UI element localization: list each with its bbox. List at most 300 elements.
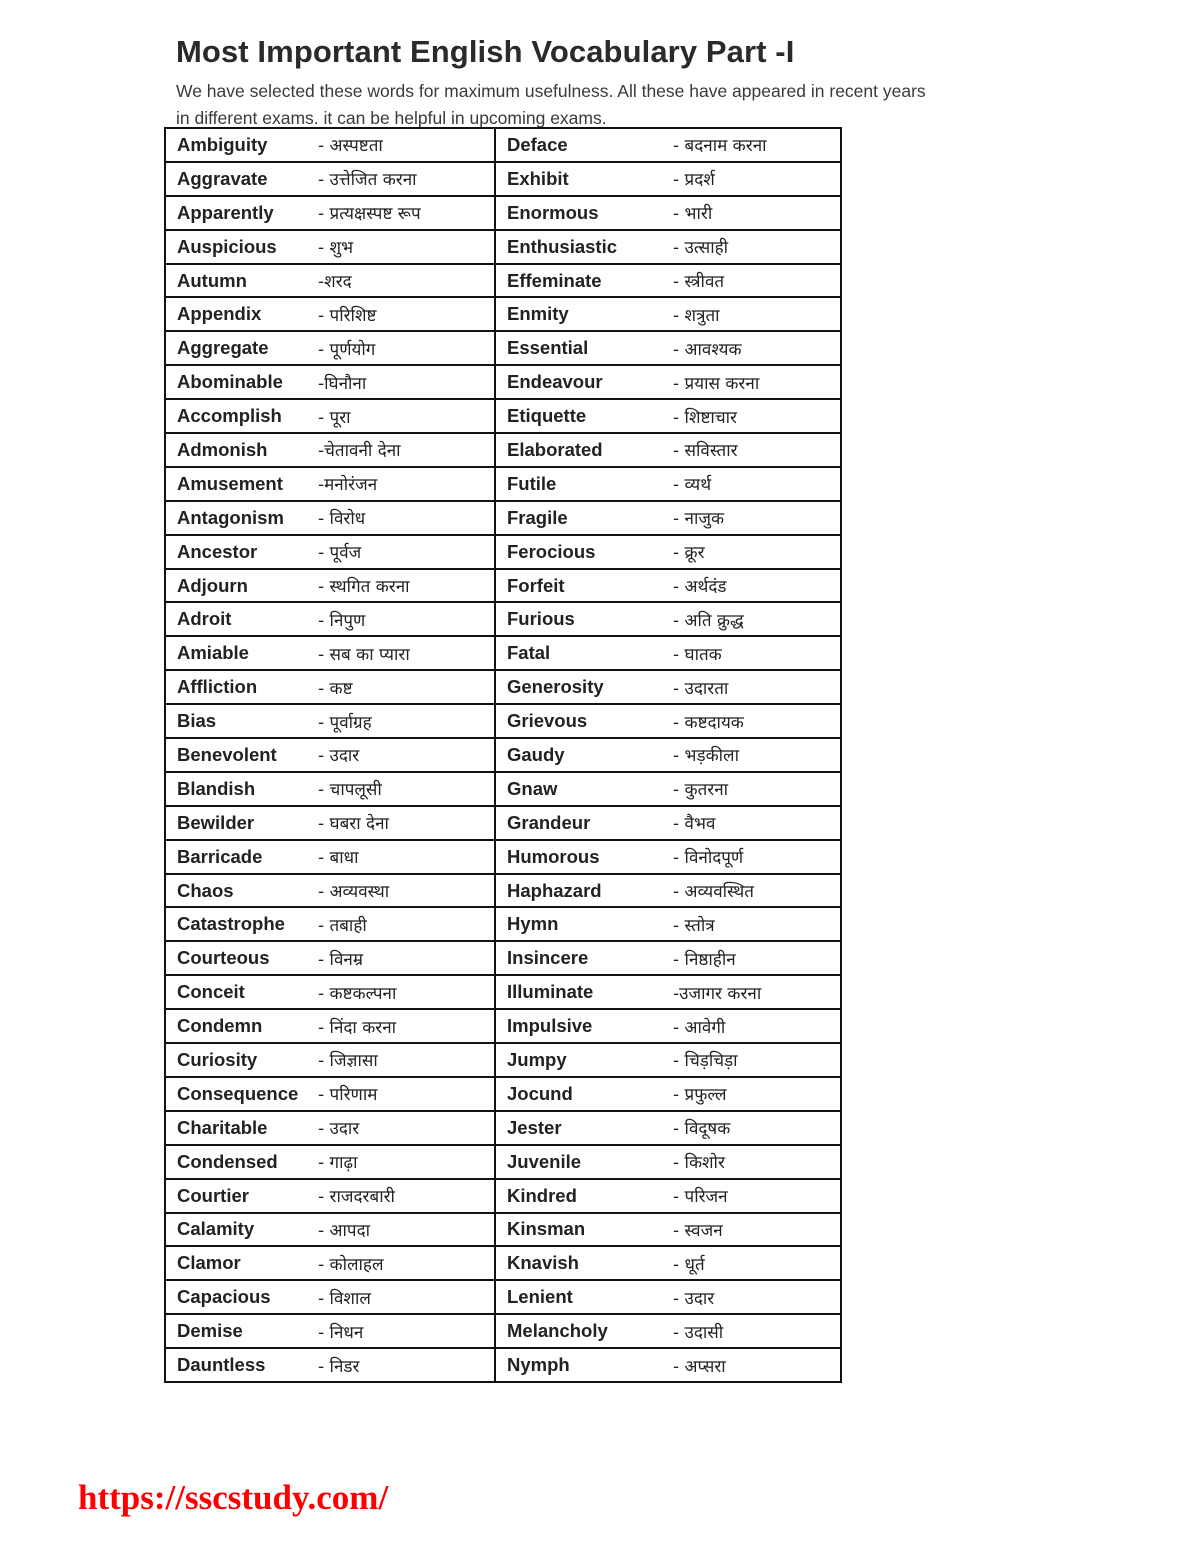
vocab-meaning: - शिष्टाचार xyxy=(673,407,737,428)
vocab-meaning: - पूरा xyxy=(318,407,351,428)
vocab-word: Furious xyxy=(507,608,575,630)
vocab-meaning: - वैभव xyxy=(673,814,716,835)
vocab-word: Knavish xyxy=(507,1252,579,1274)
vocab-cell-right xyxy=(495,941,841,975)
vocab-word: Auspicious xyxy=(177,235,277,257)
table-row xyxy=(165,941,841,975)
vocab-meaning: - सविस्तार xyxy=(673,441,738,462)
vocab-word: Appendix xyxy=(177,303,262,325)
vocab-meaning: - निपुण xyxy=(318,610,366,631)
vocab-cell-right xyxy=(495,331,841,365)
vocab-meaning: - चिड़चिड़ा xyxy=(673,1051,738,1072)
vocab-meaning: - अर्थदंड xyxy=(673,577,727,598)
vocab-cell-left xyxy=(165,1246,495,1280)
vocab-word: Courtier xyxy=(177,1184,249,1206)
vocab-cell-left xyxy=(165,196,495,230)
vocab-entry xyxy=(496,976,840,1008)
page-title: Most Important English Vocabulary Part -I xyxy=(176,34,795,69)
vocab-word: Catastrophe xyxy=(177,913,285,935)
vocab-entry xyxy=(166,1315,494,1347)
vocab-meaning: - पूर्वज xyxy=(318,543,362,564)
vocab-cell-left xyxy=(165,230,495,264)
vocab-meaning: - परिशिष्ट xyxy=(318,305,377,326)
vocabulary-table-body xyxy=(165,128,841,1382)
table-row xyxy=(165,128,841,162)
vocab-entry xyxy=(496,1247,840,1279)
vocab-cell-right xyxy=(495,1009,841,1043)
vocab-meaning: - गाढ़ा xyxy=(318,1153,358,1174)
vocab-cell-left xyxy=(165,433,495,467)
vocab-entry xyxy=(496,1281,840,1313)
vocab-cell-right xyxy=(495,1348,841,1382)
vocab-cell-left xyxy=(165,264,495,298)
vocab-word: Jester xyxy=(507,1116,562,1138)
vocab-cell-left xyxy=(165,1348,495,1382)
vocab-meaning: - विनम्र xyxy=(318,949,363,970)
vocab-cell-right xyxy=(495,569,841,603)
vocab-cell-right xyxy=(495,196,841,230)
vocab-entry xyxy=(496,807,840,839)
vocab-meaning: - शत्रुता xyxy=(673,305,720,326)
table-row xyxy=(165,1280,841,1314)
table-row xyxy=(165,433,841,467)
vocab-meaning: - उत्तेजित करना xyxy=(318,170,417,191)
vocab-word: Fatal xyxy=(507,642,551,664)
vocab-meaning: - स्त्रीवत xyxy=(673,272,725,292)
vocab-word: Fragile xyxy=(507,506,568,528)
vocab-cell-left xyxy=(165,467,495,501)
vocab-meaning: - निधन xyxy=(318,1322,364,1343)
table-row xyxy=(165,1179,841,1213)
vocab-meaning: - प्रदर्श xyxy=(673,170,715,191)
vocab-cell-right xyxy=(495,1179,841,1213)
vocab-word: Deface xyxy=(507,133,568,155)
vocab-meaning: - स्थगित करना xyxy=(318,577,410,598)
vocab-entry xyxy=(496,332,840,364)
vocab-cell-left xyxy=(165,1111,495,1145)
vocab-word: Forfeit xyxy=(507,574,565,596)
table-row xyxy=(165,399,841,433)
vocab-entry xyxy=(166,129,494,161)
vocab-word: Autumn xyxy=(177,269,247,291)
vocab-cell-left xyxy=(165,1145,495,1179)
vocab-meaning: - उदार xyxy=(318,746,360,767)
vocab-entry xyxy=(166,502,494,534)
vocab-word: Ancestor xyxy=(177,540,258,562)
vocab-meaning: - विशाल xyxy=(318,1288,371,1309)
vocab-meaning: - घबरा देना xyxy=(318,814,389,835)
vocab-word: Charitable xyxy=(177,1116,268,1138)
vocab-word: Amusement xyxy=(177,472,283,494)
vocab-entry xyxy=(166,976,494,1008)
vocab-word: Gaudy xyxy=(507,743,565,765)
vocab-entry xyxy=(496,570,840,602)
vocab-entry xyxy=(166,1349,494,1381)
table-row xyxy=(165,772,841,806)
vocab-entry xyxy=(496,400,840,432)
vocab-word: Kindred xyxy=(507,1184,577,1206)
vocab-meaning: - उदासी xyxy=(673,1322,724,1343)
vocab-word: Ferocious xyxy=(507,540,596,562)
vocab-word: Amiable xyxy=(177,642,249,664)
vocab-cell-left xyxy=(165,128,495,162)
vocab-entry xyxy=(496,502,840,534)
vocab-meaning: - कोलाहल xyxy=(318,1254,384,1275)
vocab-word: Adjourn xyxy=(177,574,248,596)
vocab-entry xyxy=(496,841,840,873)
vocab-cell-right xyxy=(495,636,841,670)
vocab-cell-right xyxy=(495,1213,841,1247)
vocab-meaning: - कष्टकल्पना xyxy=(318,983,397,1004)
vocab-meaning: - अप्सरा xyxy=(673,1356,726,1377)
vocab-meaning: -उजागर करना xyxy=(673,983,762,1004)
vocab-meaning: - स्तोत्र xyxy=(673,915,715,936)
vocab-entry xyxy=(496,773,840,805)
vocab-entry xyxy=(496,231,840,263)
vocab-meaning: -चेतावनी देना xyxy=(318,441,401,462)
vocab-cell-right xyxy=(495,840,841,874)
vocab-meaning: - प्रयास करना xyxy=(673,373,760,394)
table-row xyxy=(165,738,841,772)
vocab-entry xyxy=(496,1315,840,1347)
vocab-entry xyxy=(166,1247,494,1279)
vocab-meaning: - निडर xyxy=(318,1356,360,1377)
vocab-word: Jumpy xyxy=(507,1048,567,1070)
vocab-cell-left xyxy=(165,162,495,196)
vocab-entry xyxy=(496,942,840,974)
table-row xyxy=(165,297,841,331)
vocab-meaning: - अस्पष्टता xyxy=(318,136,383,157)
vocab-cell-right xyxy=(495,1246,841,1280)
vocab-meaning: - घातक xyxy=(673,644,722,665)
table-row xyxy=(165,1111,841,1145)
vocab-entry xyxy=(166,739,494,771)
footer-website-link[interactable]: https://sscstudy.com/ xyxy=(78,1478,389,1517)
table-row xyxy=(165,196,841,230)
vocab-word: Benevolent xyxy=(177,743,277,765)
vocab-word: Conceit xyxy=(177,981,245,1003)
vocab-entry xyxy=(166,841,494,873)
vocab-word: Affliction xyxy=(177,676,258,698)
vocab-meaning: - विदूषक xyxy=(673,1119,731,1140)
vocab-meaning: -शरद xyxy=(318,272,352,292)
vocab-cell-left xyxy=(165,1314,495,1348)
vocab-meaning: - अव्यवस्था xyxy=(318,882,390,903)
vocab-word: Humorous xyxy=(507,845,600,867)
vocab-meaning: - आवेगी xyxy=(673,1017,726,1038)
vocab-cell-right xyxy=(495,1077,841,1111)
vocab-word: Condemn xyxy=(177,1015,263,1037)
vocab-meaning: - धूर्त xyxy=(673,1254,705,1275)
vocab-entry xyxy=(166,366,494,398)
vocab-entry xyxy=(166,197,494,229)
vocab-word: Barricade xyxy=(177,845,263,867)
vocab-cell-right xyxy=(495,806,841,840)
vocab-word: Curiosity xyxy=(177,1048,258,1070)
vocab-word: Calamity xyxy=(177,1218,255,1240)
vocab-cell-left xyxy=(165,501,495,535)
vocab-meaning: - स्वजन xyxy=(673,1220,723,1241)
vocab-cell-right xyxy=(495,975,841,1009)
vocab-entry xyxy=(166,1214,494,1246)
vocab-entry xyxy=(166,807,494,839)
vocab-entry xyxy=(496,129,840,161)
intro-line-2: in different exams. it can be helpful in upcoming exams. xyxy=(176,108,607,128)
vocab-entry xyxy=(166,468,494,500)
vocab-cell-left xyxy=(165,975,495,1009)
vocab-entry xyxy=(496,1010,840,1042)
vocab-entry xyxy=(496,1044,840,1076)
vocab-meaning: - राजदरबारी xyxy=(318,1187,395,1208)
vocab-entry xyxy=(166,1010,494,1042)
vocab-cell-right xyxy=(495,874,841,908)
vocab-word: Lenient xyxy=(507,1286,573,1308)
table-row xyxy=(165,331,841,365)
vocab-cell-right xyxy=(495,1280,841,1314)
vocab-meaning: - पूर्वाग्रह xyxy=(318,712,372,733)
table-row xyxy=(165,535,841,569)
vocab-word: Futile xyxy=(507,472,557,494)
vocab-entry xyxy=(166,1281,494,1313)
vocab-cell-right xyxy=(495,1145,841,1179)
vocab-word: Juvenile xyxy=(507,1150,582,1172)
vocab-word: Impulsive xyxy=(507,1015,593,1037)
vocab-meaning: - चापलूसी xyxy=(318,780,382,801)
vocab-entry xyxy=(166,1044,494,1076)
vocab-entry xyxy=(496,536,840,568)
vocab-meaning: - उदार xyxy=(318,1119,360,1140)
vocab-word: Enmity xyxy=(507,303,569,325)
table-row xyxy=(165,1145,841,1179)
vocab-word: Enormous xyxy=(507,201,599,223)
vocab-cell-left xyxy=(165,1043,495,1077)
vocab-word: Admonish xyxy=(177,438,268,460)
vocab-word: Elaborated xyxy=(507,438,603,460)
vocab-entry xyxy=(166,1146,494,1178)
vocab-entry xyxy=(496,671,840,703)
vocab-meaning: - बाधा xyxy=(318,848,359,869)
vocab-cell-left xyxy=(165,569,495,603)
table-row xyxy=(165,602,841,636)
vocab-cell-left xyxy=(165,772,495,806)
vocab-cell-right xyxy=(495,467,841,501)
vocab-entry xyxy=(166,570,494,602)
vocab-cell-right xyxy=(495,433,841,467)
intro-paragraph xyxy=(176,78,1056,132)
vocab-meaning: - कुतरना xyxy=(673,780,729,801)
vocab-meaning: - अति क्रुद्ध xyxy=(673,610,744,631)
vocab-cell-left xyxy=(165,1009,495,1043)
vocab-meaning: - नाजुक xyxy=(673,509,725,530)
vocab-cell-right xyxy=(495,704,841,738)
vocab-cell-left xyxy=(165,1179,495,1213)
vocab-word: Aggravate xyxy=(177,167,268,189)
vocab-entry xyxy=(166,231,494,263)
vocab-word: Hymn xyxy=(507,913,559,935)
table-row xyxy=(165,874,841,908)
vocab-meaning: - शुभ xyxy=(318,238,354,259)
vocab-word: Capacious xyxy=(177,1286,271,1308)
vocab-word: Apparently xyxy=(177,201,274,223)
table-row xyxy=(165,1077,841,1111)
vocab-cell-left xyxy=(165,1213,495,1247)
vocab-cell-right xyxy=(495,501,841,535)
vocab-meaning: - परिजन xyxy=(673,1187,728,1208)
vocab-cell-left xyxy=(165,399,495,433)
vocab-word: Bias xyxy=(177,710,217,732)
vocab-entry xyxy=(496,434,840,466)
vocab-entry xyxy=(496,739,840,771)
vocab-word: Illuminate xyxy=(507,981,594,1003)
vocab-word: Chaos xyxy=(177,879,234,901)
table-row xyxy=(165,1043,841,1077)
vocab-cell-right xyxy=(495,365,841,399)
vocab-word: Aggregate xyxy=(177,337,269,359)
vocab-meaning: - विरोध xyxy=(318,509,366,530)
vocab-entry xyxy=(166,637,494,669)
vocab-meaning: - प्रत्यक्षस्पष्ट रूप xyxy=(318,204,421,225)
vocab-cell-left xyxy=(165,636,495,670)
vocab-word: Gnaw xyxy=(507,777,558,799)
vocab-meaning: - तबाही xyxy=(318,915,367,936)
vocab-meaning: - सब का प्यारा xyxy=(318,644,410,665)
vocab-cell-left xyxy=(165,602,495,636)
table-row xyxy=(165,162,841,196)
vocab-entry xyxy=(496,1112,840,1144)
vocab-cell-left xyxy=(165,704,495,738)
vocab-cell-right xyxy=(495,1314,841,1348)
vocab-cell-right xyxy=(495,1111,841,1145)
vocab-meaning: - भड़कीला xyxy=(673,746,739,767)
vocab-word: Generosity xyxy=(507,676,604,698)
vocab-word: Insincere xyxy=(507,947,589,969)
vocab-entry xyxy=(166,163,494,195)
table-row xyxy=(165,1314,841,1348)
vocab-word: Abominable xyxy=(177,371,283,393)
vocab-word: Condensed xyxy=(177,1150,278,1172)
vocab-word: Blandish xyxy=(177,777,256,799)
vocab-word: Adroit xyxy=(177,608,232,630)
vocab-entry xyxy=(166,332,494,364)
vocab-cell-right xyxy=(495,230,841,264)
vocab-cell-left xyxy=(165,670,495,704)
vocab-entry xyxy=(166,536,494,568)
vocab-entry xyxy=(166,434,494,466)
vocab-cell-left xyxy=(165,1077,495,1111)
vocab-cell-left xyxy=(165,806,495,840)
vocab-entry xyxy=(166,1078,494,1110)
vocab-meaning: - परिणाम xyxy=(318,1085,378,1106)
vocab-cell-left xyxy=(165,535,495,569)
vocab-word: Grievous xyxy=(507,710,588,732)
vocab-cell-right xyxy=(495,535,841,569)
vocab-cell-right xyxy=(495,264,841,298)
intro-line-1: We have selected these words for maximum usefulness. All these have appeared in recent years xyxy=(176,81,926,101)
vocab-word: Kinsman xyxy=(507,1218,586,1240)
vocab-meaning: -घिनौना xyxy=(318,373,367,394)
vocab-entry xyxy=(496,603,840,635)
vocab-word: Accomplish xyxy=(177,405,282,427)
vocab-meaning: - उदार xyxy=(673,1288,715,1309)
vocab-entry xyxy=(166,298,494,330)
vocab-meaning: - आवश्यक xyxy=(673,339,742,360)
vocab-cell-right xyxy=(495,738,841,772)
vocab-entry xyxy=(496,197,840,229)
vocab-entry xyxy=(496,1146,840,1178)
vocab-entry xyxy=(496,298,840,330)
table-row xyxy=(165,230,841,264)
vocab-word: Melancholy xyxy=(507,1320,608,1342)
vocab-meaning: - कष्टदायक xyxy=(673,712,744,733)
table-row xyxy=(165,975,841,1009)
vocab-entry xyxy=(496,875,840,907)
table-row xyxy=(165,365,841,399)
vocab-meaning: - उदारता xyxy=(673,678,729,699)
vocab-entry xyxy=(496,908,840,940)
vocab-meaning: - विनोदपूर्ण xyxy=(673,848,744,869)
vocab-meaning: - प्रफुल्ल xyxy=(673,1085,727,1106)
vocab-entry xyxy=(166,1180,494,1212)
vocab-entry xyxy=(496,1180,840,1212)
vocab-meaning: - क्रूर xyxy=(673,543,705,564)
table-row xyxy=(165,569,841,603)
vocab-meaning: - बदनाम करना xyxy=(673,136,767,157)
table-row xyxy=(165,840,841,874)
vocab-cell-left xyxy=(165,365,495,399)
table-row xyxy=(165,501,841,535)
vocab-meaning: - जिज्ञासा xyxy=(318,1051,378,1072)
vocab-meaning: - निंदा करना xyxy=(318,1017,397,1038)
vocab-word: Dauntless xyxy=(177,1354,266,1375)
vocab-word: Antagonism xyxy=(177,506,284,528)
vocab-cell-left xyxy=(165,331,495,365)
vocab-entry xyxy=(166,671,494,703)
vocab-entry xyxy=(166,773,494,805)
vocab-entry xyxy=(496,1078,840,1110)
vocab-cell-right xyxy=(495,602,841,636)
vocab-word: Haphazard xyxy=(507,879,602,901)
vocab-entry xyxy=(496,468,840,500)
table-row xyxy=(165,907,841,941)
vocab-meaning: - उत्साही xyxy=(673,238,729,259)
vocab-cell-right xyxy=(495,128,841,162)
vocab-entry xyxy=(496,265,840,297)
vocab-entry xyxy=(166,265,494,297)
vocab-cell-left xyxy=(165,941,495,975)
vocab-entry xyxy=(166,603,494,635)
vocab-word: Essential xyxy=(507,337,589,359)
vocab-word: Demise xyxy=(177,1320,243,1342)
table-row xyxy=(165,704,841,738)
vocab-word: Endeavour xyxy=(507,371,603,393)
vocab-meaning: - आपदा xyxy=(318,1220,370,1241)
vocab-entry xyxy=(166,705,494,737)
vocab-entry xyxy=(496,366,840,398)
table-row xyxy=(165,1213,841,1247)
vocab-word: Clamor xyxy=(177,1252,241,1274)
table-row xyxy=(165,806,841,840)
vocab-cell-right xyxy=(495,162,841,196)
vocab-cell-left xyxy=(165,907,495,941)
vocab-cell-right xyxy=(495,907,841,941)
vocab-word: Consequence xyxy=(177,1082,299,1104)
vocab-word: Grandeur xyxy=(507,811,591,833)
vocab-meaning: - भारी xyxy=(673,204,713,225)
vocab-meaning: - पूर्णयोग xyxy=(318,339,376,360)
vocab-word: Enthusiastic xyxy=(507,235,617,257)
vocab-meaning: - व्यर्थ xyxy=(673,475,712,496)
table-row xyxy=(165,1009,841,1043)
